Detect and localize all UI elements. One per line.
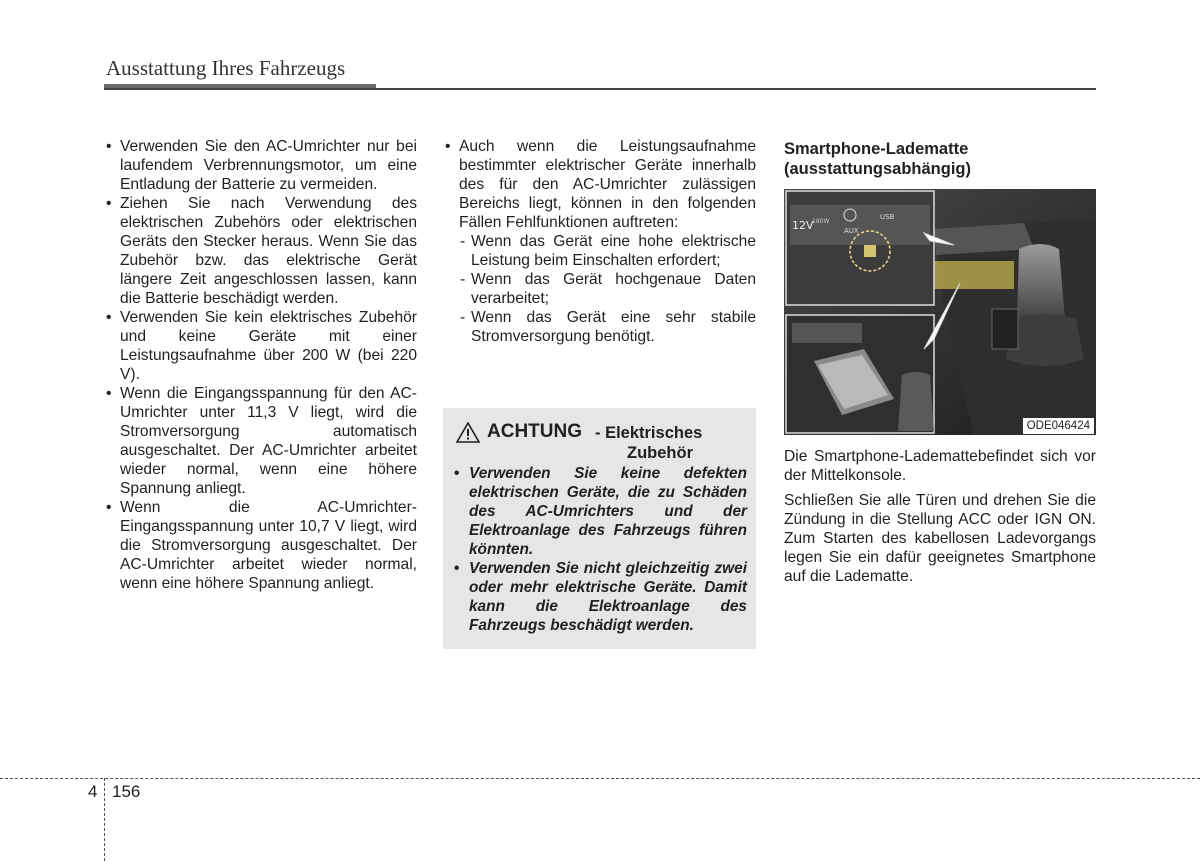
caution-subtitle: - Elektrisches <box>595 424 703 442</box>
column-middle <box>443 137 756 346</box>
aux-label: AUX <box>844 227 859 235</box>
malfunction-note <box>443 137 756 232</box>
list-item: • Auch wenn die Leistungsaufnahme bestimmter elektrischer Geräte innerhalb des für den AC-Umrichter zulässigen Bereichs liegt, können in den folgenden Fällen Fehlfunktionen auftreten: <box>443 137 756 232</box>
running-header-title: Ausstattung Ihres Fahrzeugs <box>106 56 346 80</box>
list-item: • Verwenden Sie nicht gleichzeitig zwei oder mehr elektrische Geräte. Damit kann die Elektroanlage des Fahrzeugs beschädigt werden. <box>452 559 747 635</box>
console-photo <box>784 189 1096 435</box>
list-item: • Verwenden Sie den AC-Umrichter nur bei laufendem Verbrennungsmotor, um eine Entladung der Batterie zu vermeiden. <box>104 137 417 194</box>
caution-subtitle: Zubehör <box>627 444 693 462</box>
volt-label: 12V <box>792 219 814 232</box>
warning-triangle-icon <box>456 422 480 448</box>
section-heading-line: (ausstattungsabhängig) <box>784 160 972 178</box>
mat-location-text: Die Smartphone-Lademattebefindet sich vor der Mittelkonsole. <box>784 448 1096 484</box>
figure-code: ODE046424 <box>1023 418 1094 434</box>
usb-label: USB <box>880 213 895 221</box>
header-rule <box>104 88 1096 90</box>
caution-label: ACHTUNG <box>487 421 582 442</box>
caution-items <box>452 464 747 635</box>
watt-label: 180W <box>812 218 830 225</box>
section-heading <box>784 139 1096 179</box>
list-item: • Wenn die Eingangsspannung für den AC-Umrichter unter 11,3 V liegt, wird die Stromversorgung automatisch ausgeschaltet. Der AC-Umrichter arbeitet wieder normal, wenn eine höhere Spannung anliegt. <box>104 384 417 498</box>
list-item: • Verwenden Sie keine defekten elektrischen Geräte, die zu Schäden des AC-Umrichters und der Elektroanlage des Fahrzeugs führen könnten. <box>452 464 747 559</box>
charging-mat-illustration <box>784 189 1096 435</box>
list-item: - Wenn das Gerät eine hohe elektrische Leistung beim Einschalten erfordert; <box>459 232 756 270</box>
page-number: 156 <box>112 782 141 801</box>
charging-mat-highlight <box>934 261 1014 289</box>
caution-box <box>443 408 756 649</box>
section-heading-line: Smartphone-Ladematte <box>784 140 969 158</box>
list-item: - Wenn das Gerät hochgenaue Daten verarbeitet; <box>459 270 756 308</box>
column-left <box>104 137 417 593</box>
list-item: • Ziehen Sie nach Verwendung des elektrischen Zubehörs oder elektrischen Geräts den Stecker heraus. Wenn Sie das Zubehör bzw. das elektrische Gerät längere Zeit angeschlossen lassen, kann die Batterie beschädigt werden. <box>104 194 417 308</box>
footer-rule <box>0 778 1200 779</box>
list-item: - Wenn das Gerät eine sehr stabile Stromversorgung benötigt. <box>459 308 756 346</box>
column-right <box>784 137 1096 592</box>
footer-divider <box>104 778 105 861</box>
list-item: • Verwenden Sie kein elektrisches Zubehör und keine Geräte mit einer Leistungsaufnahme über 200 W (bei 220 V). <box>104 308 417 384</box>
malfunction-cases <box>443 232 756 346</box>
mat-usage-text: Schließen Sie alle Türen und drehen Sie die Zündung in die Stellung ACC oder IGN ON. Zum Starten des kabellosen Ladevorgangs legen Sie ein dafür geeignetes Smartphone auf die Ladematte. <box>784 492 1096 585</box>
list-item: • Wenn die AC-Umrichter-Eingangsspannung unter 10,7 V liegt, wird die Stromversorgung ausgeschaltet. Der AC-Umrichter arbeitet wieder normal, wenn eine höhere Spannung anliegt. <box>104 498 417 593</box>
caution-heading <box>452 420 747 462</box>
section-number: 4 <box>88 782 98 801</box>
ac-inverter-notes <box>104 137 417 593</box>
